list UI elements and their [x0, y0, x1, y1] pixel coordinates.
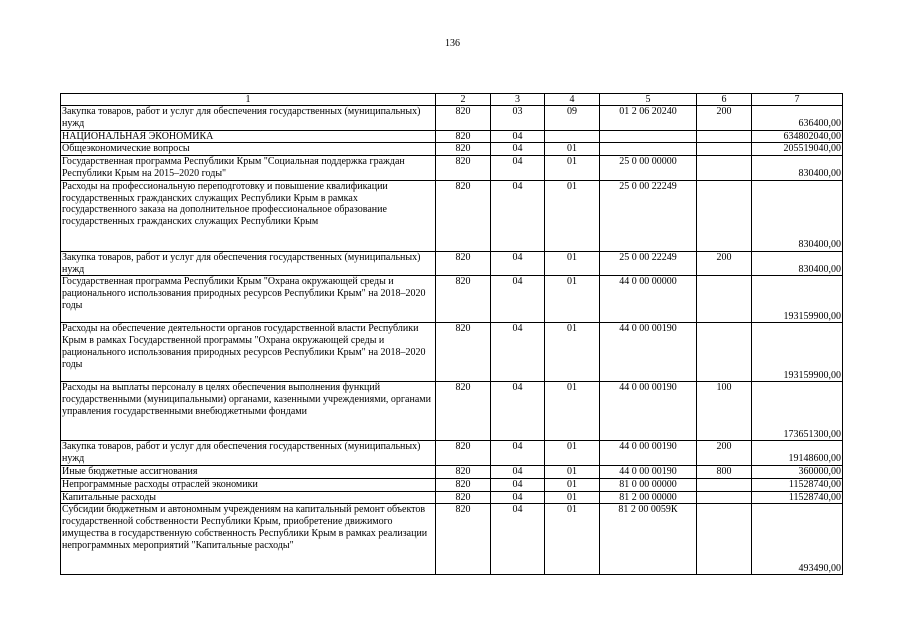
row-code-cell: 820 [436, 106, 491, 131]
row-target-cell: 25 0 00 22249 [600, 180, 697, 251]
row-amount-cell: 830400,00 [752, 180, 843, 251]
row-section-cell: 04 [491, 143, 545, 156]
table-row [61, 323, 843, 382]
row-type-cell: 200 [697, 441, 752, 466]
row-name-cell: Иные бюджетные ассигнования [61, 465, 436, 478]
row-target-cell: 81 2 00 00000 [600, 491, 697, 504]
row-section-cell: 04 [491, 323, 545, 382]
table-row [61, 465, 843, 478]
row-amount-cell: 493490,00 [752, 504, 843, 575]
row-name-cell: Государственная программа Республики Крым "Социальная поддержка граждан Республики Крым на 2015–2020 годы" [61, 156, 436, 181]
row-target-cell: 44 0 00 00190 [600, 323, 697, 382]
row-amount-cell: 360000,00 [752, 465, 843, 478]
row-subsection-cell: 01 [545, 180, 600, 251]
row-target-cell: 44 0 00 00190 [600, 441, 697, 466]
row-subsection-cell [545, 130, 600, 143]
row-type-cell: 100 [697, 382, 752, 441]
row-code-cell: 820 [436, 156, 491, 181]
row-section-cell: 04 [491, 130, 545, 143]
table-row [61, 382, 843, 441]
row-code-cell: 820 [436, 504, 491, 575]
table-row [61, 156, 843, 181]
row-section-cell: 04 [491, 382, 545, 441]
budget-table [60, 93, 843, 575]
row-section-cell: 04 [491, 180, 545, 251]
row-type-cell [697, 143, 752, 156]
row-name-cell: Расходы на профессиональную переподготовку и повышение квалификации государственных гражданских служащих Республики Крым в рамках государственного заказа на дополнительное профессиональное образование государственных гражданских служащих Республики Крым [61, 180, 436, 251]
row-code-cell: 820 [436, 276, 491, 323]
header-cell: 3 [491, 94, 545, 106]
row-code-cell: 820 [436, 251, 491, 276]
header-cell: 1 [61, 94, 436, 106]
row-code-cell: 820 [436, 130, 491, 143]
row-subsection-cell: 01 [545, 251, 600, 276]
row-name-cell: НАЦИОНАЛЬНАЯ ЭКОНОМИКА [61, 130, 436, 143]
row-type-cell: 200 [697, 251, 752, 276]
row-subsection-cell: 01 [545, 143, 600, 156]
row-name-cell: Закупка товаров, работ и услуг для обеспечения государственных (муниципальных) нужд [61, 441, 436, 466]
row-name-cell: Закупка товаров, работ и услуг для обеспечения государственных (муниципальных) нужд [61, 106, 436, 131]
row-name-cell: Закупка товаров, работ и услуг для обеспечения государственных (муниципальных) нужд [61, 251, 436, 276]
row-section-cell: 04 [491, 156, 545, 181]
row-code-cell: 820 [436, 323, 491, 382]
row-subsection-cell: 01 [545, 156, 600, 181]
row-amount-cell: 634802040,00 [752, 130, 843, 143]
table-row [61, 276, 843, 323]
header-cell: 2 [436, 94, 491, 106]
row-section-cell: 04 [491, 504, 545, 575]
row-section-cell: 04 [491, 478, 545, 491]
row-target-cell: 81 0 00 00000 [600, 478, 697, 491]
row-section-cell: 04 [491, 465, 545, 478]
row-name-cell: Расходы на обеспечение деятельности органов государственной власти Республики Крым в рамках Государственной программы "Охрана окружающей среды и рационального использования природных ресурсов Республики Крым" на 2018–2020 годы [61, 323, 436, 382]
row-amount-cell: 11528740,00 [752, 491, 843, 504]
row-code-cell: 820 [436, 143, 491, 156]
row-name-cell: Государственная программа Республики Крым "Охрана окружающей среды и рационального использования природных ресурсов Республики Крым" на 2018–2020 годы [61, 276, 436, 323]
row-code-cell: 820 [436, 478, 491, 491]
row-amount-cell: 19148600,00 [752, 441, 843, 466]
row-amount-cell: 193159900,00 [752, 323, 843, 382]
row-section-cell: 04 [491, 441, 545, 466]
row-target-cell: 25 0 00 22249 [600, 251, 697, 276]
row-type-cell [697, 491, 752, 504]
table-row [61, 251, 843, 276]
table-row [61, 491, 843, 504]
row-type-cell: 800 [697, 465, 752, 478]
row-code-cell: 820 [436, 441, 491, 466]
row-type-cell [697, 478, 752, 491]
row-subsection-cell: 09 [545, 106, 600, 131]
row-name-cell: Капитальные расходы [61, 491, 436, 504]
row-target-cell: 44 0 00 00190 [600, 382, 697, 441]
row-section-cell: 04 [491, 251, 545, 276]
table-row [61, 130, 843, 143]
row-code-cell: 820 [436, 180, 491, 251]
row-target-cell: 01 2 06 20240 [600, 106, 697, 131]
row-subsection-cell: 01 [545, 491, 600, 504]
row-section-cell: 04 [491, 491, 545, 504]
row-amount-cell: 830400,00 [752, 156, 843, 181]
header-cell: 4 [545, 94, 600, 106]
table-row [61, 143, 843, 156]
row-type-cell [697, 156, 752, 181]
row-code-cell: 820 [436, 491, 491, 504]
table-row [61, 106, 843, 131]
row-subsection-cell: 01 [545, 323, 600, 382]
row-target-cell: 44 0 00 00190 [600, 465, 697, 478]
row-subsection-cell: 01 [545, 478, 600, 491]
row-amount-cell: 11528740,00 [752, 478, 843, 491]
table-row [61, 478, 843, 491]
row-type-cell [697, 504, 752, 575]
row-type-cell [697, 180, 752, 251]
header-cell: 6 [697, 94, 752, 106]
header-cell: 7 [752, 94, 843, 106]
row-section-cell: 04 [491, 276, 545, 323]
row-name-cell: Общеэкономические вопросы [61, 143, 436, 156]
page-number: 136 [445, 38, 460, 49]
row-amount-cell: 173651300,00 [752, 382, 843, 441]
row-name-cell: Непрограммные расходы отраслей экономики [61, 478, 436, 491]
row-code-cell: 820 [436, 382, 491, 441]
row-target-cell: 81 2 00 0059К [600, 504, 697, 575]
row-type-cell: 200 [697, 106, 752, 131]
row-subsection-cell: 01 [545, 465, 600, 478]
row-subsection-cell: 01 [545, 276, 600, 323]
row-subsection-cell: 01 [545, 504, 600, 575]
row-type-cell [697, 323, 752, 382]
table-header-row [61, 94, 843, 106]
table-row [61, 180, 843, 251]
row-target-cell [600, 143, 697, 156]
row-code-cell: 820 [436, 465, 491, 478]
row-amount-cell: 193159900,00 [752, 276, 843, 323]
row-name-cell: Расходы на выплаты персоналу в целях обеспечения выполнения функций государственными (муниципальными) органами, казенными учреждениями, органами управления государственными внебюджетными фондами [61, 382, 436, 441]
row-target-cell [600, 130, 697, 143]
row-amount-cell: 636400,00 [752, 106, 843, 131]
row-name-cell: Субсидии бюджетным и автономным учреждениям на капитальный ремонт объектов государственной собственности Республики Крым, приобретение движимого имущества в государственную собственность Республики Крым в рамках реализации непрограммных мероприятий "Капитальные расходы" [61, 504, 436, 575]
row-type-cell [697, 130, 752, 143]
header-cell: 5 [600, 94, 697, 106]
row-target-cell: 44 0 00 00000 [600, 276, 697, 323]
row-target-cell: 25 0 00 00000 [600, 156, 697, 181]
table-row [61, 441, 843, 466]
row-amount-cell: 830400,00 [752, 251, 843, 276]
row-amount-cell: 205519040,00 [752, 143, 843, 156]
row-type-cell [697, 276, 752, 323]
row-section-cell: 03 [491, 106, 545, 131]
row-subsection-cell: 01 [545, 441, 600, 466]
row-subsection-cell: 01 [545, 382, 600, 441]
table-row [61, 504, 843, 575]
